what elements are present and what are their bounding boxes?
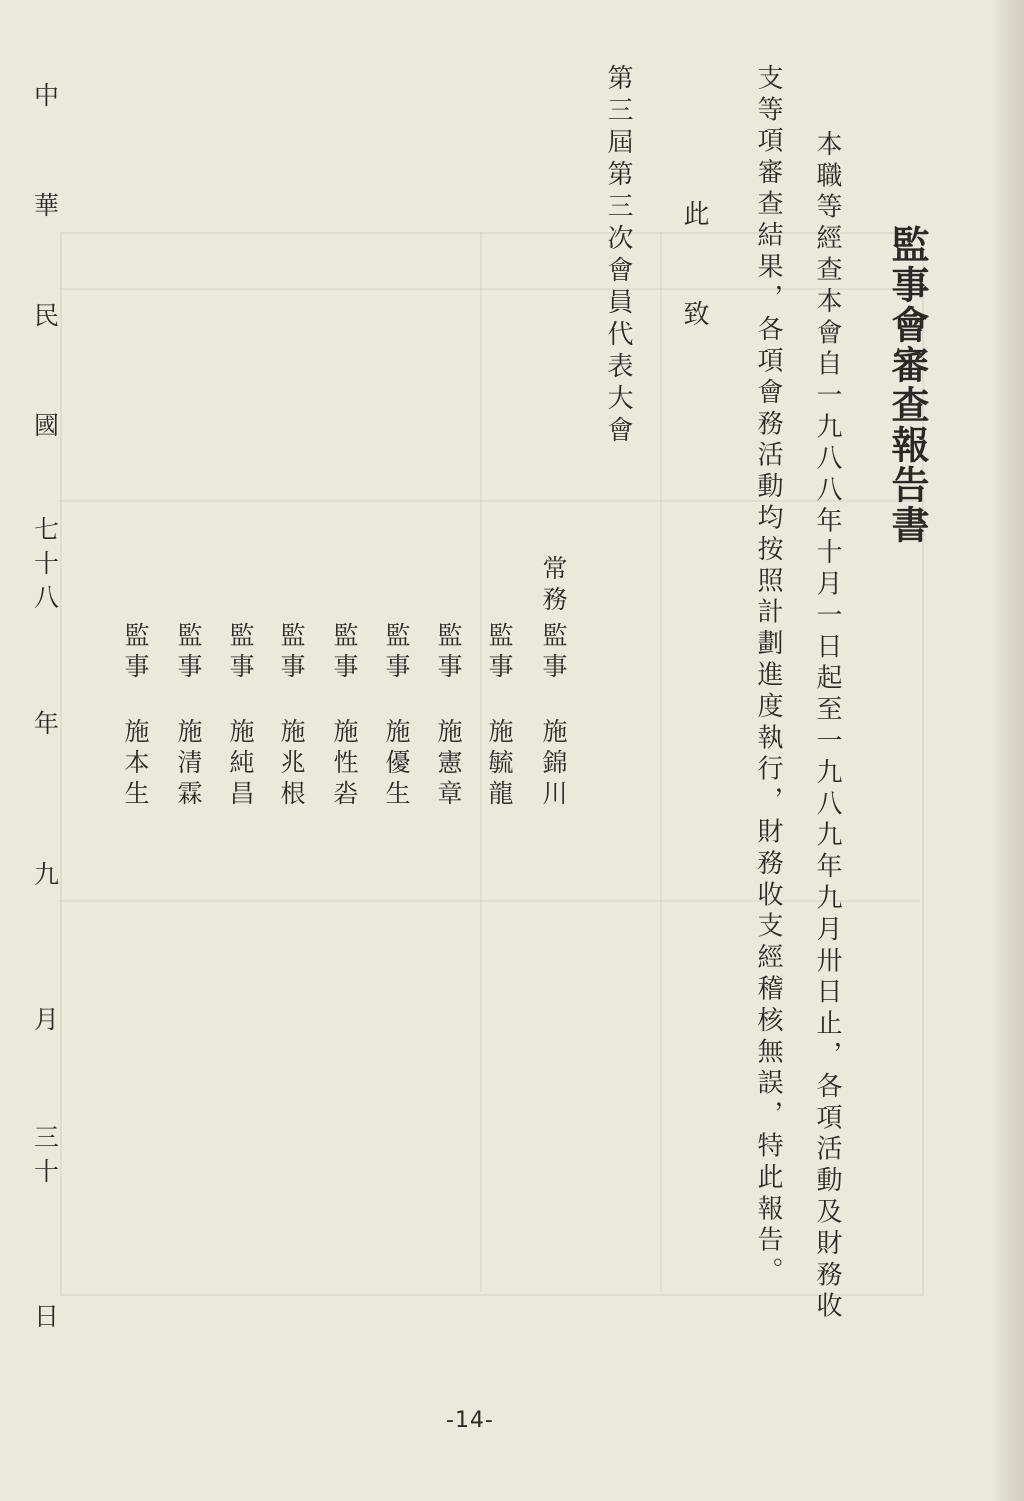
bleed-through-rule [60, 900, 920, 902]
page-number: -14- [446, 1408, 494, 1433]
date-char: 年 [34, 709, 60, 738]
date-char: 華 [34, 191, 60, 220]
date-char: 國 [34, 411, 60, 440]
bleed-through-rule [60, 500, 920, 502]
signatory-name: 施錦川 [539, 718, 568, 811]
bleed-through-rule [60, 288, 920, 290]
signatory-name: 施純昌 [226, 718, 255, 811]
report-title: 監事會審查報告書 [885, 225, 930, 545]
signatory-name: 施兆根 [277, 718, 306, 811]
closing-ci: 此 [679, 200, 709, 232]
standing-prefix: 常務 [539, 555, 568, 617]
signatory-role: 監事 [330, 622, 359, 684]
date-char: 九 [34, 860, 60, 889]
page-binding-shadow [990, 0, 1024, 1501]
date-char: 月 [34, 1005, 60, 1034]
signatory-name: 施憲章 [434, 718, 463, 811]
signatory-name: 施本生 [121, 718, 150, 811]
signatory-role: 監事 [226, 622, 255, 684]
date-char: 中 [34, 81, 60, 110]
date-char: 十 [34, 549, 60, 578]
date-char: 八 [34, 583, 60, 612]
signatory-role: 監事 [539, 622, 568, 684]
signatory-name: 施毓龍 [485, 718, 514, 811]
signatory-name: 施優生 [382, 718, 411, 811]
date-char: 三 [34, 1123, 60, 1152]
date-char: 日 [34, 1302, 60, 1331]
signatory-role: 監事 [485, 622, 514, 684]
signatory-role: 監事 [121, 622, 150, 684]
signatory-name: 施清霖 [174, 718, 203, 811]
date-char: 十 [34, 1157, 60, 1186]
signatory-role: 監事 [277, 622, 306, 684]
bleed-through-rule [660, 232, 662, 1292]
closing-zhi: 致 [679, 300, 709, 326]
signatory-role: 監事 [382, 622, 411, 684]
signatory-role: 監事 [174, 622, 203, 684]
body-line-1: 本職等經查本會自一九八八年十月一日起至一九八九年九月卅日止，各項活動及財務收 [812, 130, 842, 1324]
signatory-role: 監事 [434, 622, 463, 684]
date-char: 民 [34, 301, 60, 330]
body-line-2: 支等項審查結果，各項會務活動均按照計劃進度執行，財務收支經稽核無誤，特此報告。 [753, 64, 783, 1289]
date-char: 七 [34, 515, 60, 544]
signatory-name: 施性沯 [330, 718, 359, 811]
addressee: 第三屆第三次會員代表大會 [603, 64, 633, 448]
